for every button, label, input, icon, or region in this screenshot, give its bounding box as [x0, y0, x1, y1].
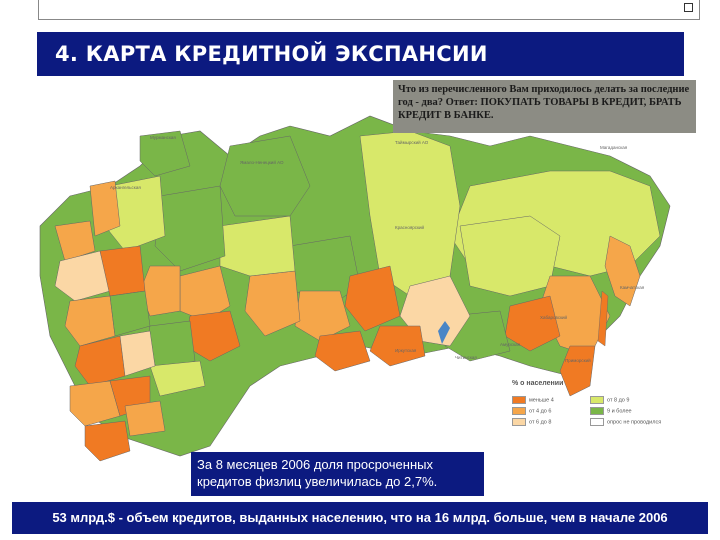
legend-swatch	[590, 407, 604, 415]
frame-corner-box	[684, 3, 693, 12]
legend-swatch	[512, 396, 526, 404]
city-label-murmansk: Мурманская	[150, 135, 176, 140]
city-label-chita: Читинская	[455, 355, 477, 360]
legend-item	[590, 407, 632, 415]
legend-label: 9 и более	[607, 408, 632, 415]
legend-label: от 6 до 8	[529, 419, 552, 426]
city-label-primorye: Приморский	[565, 358, 591, 363]
city-label-irkutsk: Иркутская	[395, 348, 417, 353]
region-caucasus	[85, 421, 130, 461]
legend-title: % о населении	[512, 380, 564, 387]
legend-swatch	[590, 396, 604, 404]
city-label-krasnoyarsk: Красноярский	[395, 225, 425, 230]
city-label-yamal: Ямало-Ненецкий АО	[240, 160, 284, 165]
legend-label: опрос не проводился	[607, 419, 662, 426]
legend-item	[590, 396, 629, 404]
city-label-arkhangelsk: Архангельская	[110, 185, 141, 190]
region-sakha	[460, 216, 560, 296]
region-tyva	[370, 326, 425, 366]
legend-item	[590, 418, 661, 426]
region-volgograd	[125, 401, 165, 436]
legend-label: от 8 до 9	[607, 397, 630, 404]
region-tyumen	[220, 216, 295, 276]
slide-top-frame	[38, 0, 700, 20]
legend-item	[512, 407, 551, 415]
city-label-magadan: Магаданская	[600, 145, 628, 150]
city-label-kamchatka: Камчатская	[620, 285, 645, 290]
legend-item	[512, 418, 551, 426]
russia-map	[30, 76, 690, 516]
legend-swatch	[512, 407, 526, 415]
legend-swatch	[512, 418, 526, 426]
footer-bar: 53 млрд.$ - объем кредитов, выданных населению, что на 16 млрд. больше, чем в начале 2006	[12, 502, 708, 534]
region-altai	[315, 331, 370, 371]
legend-swatch	[590, 418, 604, 426]
survey-callout: Что из перечисленного Вам приходилось делать за последние год - два? Ответ: ПОКУПАТЬ ТОВАРЫ В КРЕДИТ, БРАТЬ КРЕДИТ В БАНКЕ.	[393, 80, 696, 133]
legend-item	[512, 396, 554, 404]
city-label-khabarovsk: Хабаровский	[540, 315, 568, 320]
city-label-amur: Амурская	[500, 342, 521, 347]
legend-label: меньше 4	[529, 397, 554, 404]
city-label-taimyr: Таймырский АО	[395, 140, 429, 145]
legend-label: от 4 до 6	[529, 408, 552, 415]
overdue-stat-box: За 8 месяцев 2006 доля просроченных кредитов физлиц увеличилась до 2,7%.	[191, 452, 484, 496]
slide-title: 4. КАРТА КРЕДИТНОЙ ЭКСПАНСИИ	[55, 42, 488, 66]
